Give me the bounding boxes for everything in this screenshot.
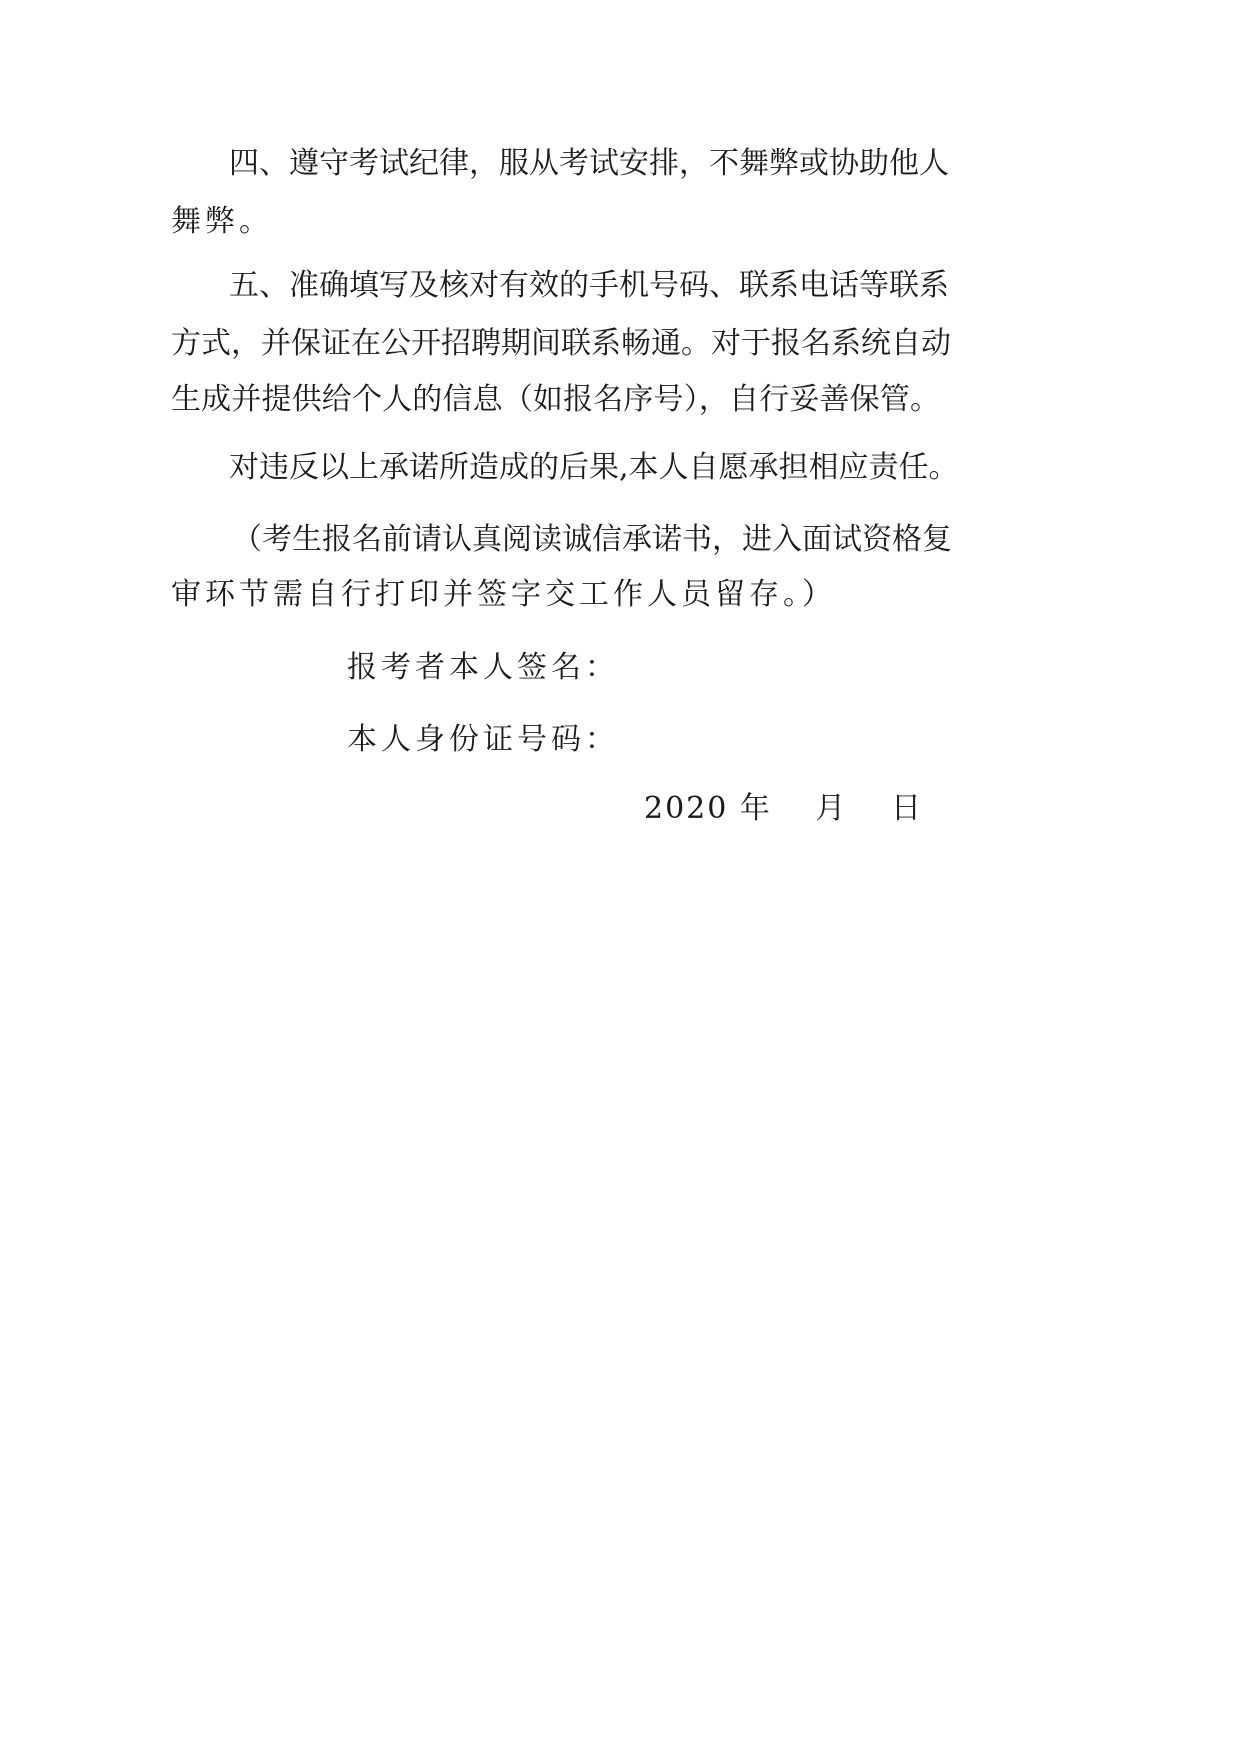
id-number-label: 本人身份证号码： [347, 722, 619, 757]
item-4-line-2: 舞弊。 [171, 204, 273, 239]
signature-label: 报考者本人签名： [347, 650, 619, 685]
item-5-line-3: 生成并提供给个人的信息（如报名序号），自行妥善保管。 [171, 382, 940, 417]
note-line-2: 审环节需自行打印并签字交工作人员留存。） [171, 577, 836, 612]
date-line: 2020 年 月 日 [644, 791, 923, 826]
item-5-line-2: 方式，并保证在公开招聘期间联系畅通。对于报名系统自动 [171, 326, 951, 361]
note-line-1: （考生报名前请认真阅读诚信承诺书，进入面试资格复 [232, 522, 952, 557]
item-4-line-1: 四、遵守考试纪律，服从考试安排，不舞弊或协助他人 [229, 146, 949, 181]
item-5-line-1: 五、准确填写及核对有效的手机号码、联系电话等联系 [229, 268, 949, 303]
liability-statement: 对违反以上承诺所造成的后果,本人自愿承担相应责任。 [229, 450, 959, 485]
